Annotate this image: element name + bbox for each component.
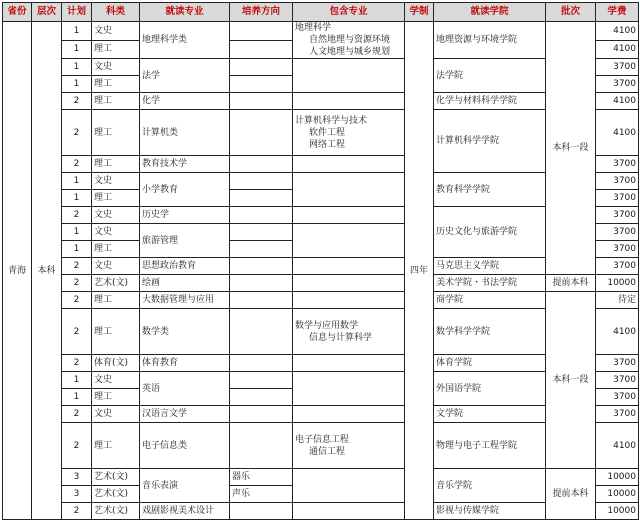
plan-cell: 2 [62, 275, 92, 292]
fee-cell: 10000 [596, 503, 639, 520]
college-cell: 影视与传媒学院 [434, 503, 546, 520]
province-cell: 青海 [3, 22, 32, 520]
plan-cell: 2 [62, 110, 92, 156]
fee-cell: 3700 [596, 76, 639, 93]
fee-cell: 3700 [596, 190, 639, 207]
plan-cell: 2 [62, 292, 92, 309]
type-cell: 理工 [92, 76, 140, 93]
college-cell: 商学院 [434, 292, 546, 309]
type-cell: 艺术(文) [92, 503, 140, 520]
table-row [3, 372, 639, 389]
college-cell: 地理资源与环境学院 [434, 22, 546, 59]
table-row [3, 406, 639, 423]
fee-cell: 10000 [596, 486, 639, 503]
direction-cell [230, 309, 293, 355]
included-majors-cell [293, 275, 405, 292]
table-row [3, 309, 639, 355]
direction-cell [230, 224, 293, 241]
direction-cell [230, 190, 293, 207]
header-college: 就读学院 [434, 3, 546, 22]
plan-cell: 2 [62, 207, 92, 224]
college-cell: 美术学院・书法学院 [434, 275, 546, 292]
major-cell: 电子信息类 [140, 423, 230, 469]
major-cell: 历史学 [140, 207, 230, 224]
direction-cell [230, 207, 293, 224]
type-cell: 理工 [92, 292, 140, 309]
fee-cell: 4100 [596, 110, 639, 156]
fee-cell: 4100 [596, 22, 639, 41]
plan-cell: 2 [62, 423, 92, 469]
type-cell: 理工 [92, 190, 140, 207]
major-cell: 法学 [140, 59, 230, 93]
major-cell: 教育技术学 [140, 156, 230, 173]
batch-cell: 本科一段 [546, 22, 596, 275]
plan-cell: 1 [62, 372, 92, 389]
college-cell: 历史文化与旅游学院 [434, 207, 546, 258]
college-cell: 数学科学学院 [434, 309, 546, 355]
table-row [3, 292, 639, 309]
fee-cell: 3700 [596, 258, 639, 275]
table-row [3, 503, 639, 520]
header-type: 科类 [92, 3, 140, 22]
type-cell: 理工 [92, 309, 140, 355]
fee-cell: 3700 [596, 156, 639, 173]
header-batch: 批次 [546, 3, 596, 22]
major-cell: 戏剧影视美术设计 [140, 503, 230, 520]
included-majors-cell [293, 156, 405, 173]
included-major: 电子信息工程 [295, 434, 350, 445]
header-fee: 学费 [596, 3, 639, 22]
type-cell: 理工 [92, 241, 140, 258]
major-cell: 思想政治教育 [140, 258, 230, 275]
type-cell: 文史 [92, 372, 140, 389]
direction-cell [230, 503, 293, 520]
plan-cell: 2 [62, 355, 92, 372]
table-row [3, 22, 639, 41]
included-majors-cell [293, 173, 405, 207]
enrollment-plan-table [2, 2, 639, 520]
type-cell: 艺术(文) [92, 275, 140, 292]
type-cell: 文史 [92, 258, 140, 275]
plan-cell: 1 [62, 389, 92, 406]
plan-cell: 1 [62, 173, 92, 190]
fee-cell: 3700 [596, 224, 639, 241]
duration-cell: 四年 [405, 22, 434, 520]
fee-cell: 4100 [596, 309, 639, 355]
fee-cell: 4100 [596, 93, 639, 110]
included-majors-cell [293, 423, 405, 469]
plan-cell: 1 [62, 76, 92, 93]
fee-cell: 3700 [596, 355, 639, 372]
table-row [3, 173, 639, 190]
college-cell: 计算机科学学院 [434, 110, 546, 173]
included-major: 网络工程 [309, 139, 346, 150]
direction-cell [230, 389, 293, 406]
college-cell: 法学院 [434, 59, 546, 93]
college-cell: 马克思主义学院 [434, 258, 546, 275]
included-majors-cell [293, 469, 405, 503]
fee-cell: 3700 [596, 389, 639, 406]
direction-cell [230, 22, 293, 41]
table-row [3, 469, 639, 486]
table-row [3, 207, 639, 224]
table-row [3, 110, 639, 156]
batch-cell: 提前本科 [546, 275, 596, 292]
plan-cell: 2 [62, 503, 92, 520]
plan-cell: 1 [62, 224, 92, 241]
major-cell: 英语 [140, 372, 230, 406]
direction-cell [230, 93, 293, 110]
included-majors-cell [293, 224, 405, 258]
included-major: 数学与应用数学 [295, 320, 359, 331]
included-majors-cell [293, 503, 405, 520]
direction-cell: 器乐 [230, 469, 293, 486]
header-included-majors: 包含专业 [293, 3, 405, 22]
direction-cell [230, 275, 293, 292]
included-major: 人文地理与城乡规划 [309, 47, 391, 57]
fee-cell: 3700 [596, 207, 639, 224]
plan-cell: 1 [62, 40, 92, 59]
included-major: 地理科学 [295, 23, 332, 33]
included-major: 计算机科学与技术 [295, 115, 368, 126]
fee-cell: 3700 [596, 406, 639, 423]
direction-cell [230, 423, 293, 469]
fee-cell: 3700 [596, 59, 639, 76]
direction-cell [230, 406, 293, 423]
fee-cell: 4100 [596, 423, 639, 469]
fee-cell: 10000 [596, 275, 639, 292]
direction-cell [230, 110, 293, 156]
type-cell: 文史 [92, 224, 140, 241]
table-row [3, 258, 639, 275]
plan-cell: 1 [62, 22, 92, 41]
major-cell: 地理科学类 [140, 22, 230, 59]
fee-cell: 3700 [596, 173, 639, 190]
table-row [3, 275, 639, 292]
table-row [3, 59, 639, 76]
included-majors-cell [293, 93, 405, 110]
plan-cell: 1 [62, 59, 92, 76]
plan-cell: 2 [62, 406, 92, 423]
header-major: 就读专业 [140, 3, 230, 22]
included-majors-cell [293, 355, 405, 372]
type-cell: 理工 [92, 110, 140, 156]
major-cell: 汉语言文学 [140, 406, 230, 423]
direction-cell [230, 40, 293, 59]
direction-cell [230, 258, 293, 275]
header-row [3, 3, 639, 22]
included-majors-cell [293, 207, 405, 224]
major-cell: 小学教育 [140, 173, 230, 207]
type-cell: 文史 [92, 173, 140, 190]
type-cell: 文史 [92, 59, 140, 76]
type-cell: 文史 [92, 207, 140, 224]
header-duration: 学制 [405, 3, 434, 22]
type-cell: 文史 [92, 22, 140, 41]
college-cell: 音乐学院 [434, 469, 546, 503]
fee-cell: 4100 [596, 40, 639, 59]
college-cell: 教育科学学院 [434, 173, 546, 207]
type-cell: 体育(文) [92, 355, 140, 372]
header-level: 层次 [32, 3, 62, 22]
plan-cell: 2 [62, 309, 92, 355]
fee-cell: 10000 [596, 469, 639, 486]
batch-cell: 提前本科 [546, 469, 596, 520]
direction-cell [230, 156, 293, 173]
type-cell: 理工 [92, 389, 140, 406]
header-province: 省份 [3, 3, 32, 22]
header-direction: 培养方向 [230, 3, 293, 22]
included-majors-cell [293, 309, 405, 355]
type-cell: 理工 [92, 40, 140, 59]
college-cell: 化学与材料科学学院 [434, 93, 546, 110]
major-cell: 体育教育 [140, 355, 230, 372]
included-majors-cell [293, 59, 405, 93]
direction-cell [230, 292, 293, 309]
included-major: 信息与计算科学 [309, 332, 373, 343]
major-cell: 化学 [140, 93, 230, 110]
fee-cell: 3700 [596, 241, 639, 258]
type-cell: 艺术(文) [92, 469, 140, 486]
included-majors-cell [293, 406, 405, 423]
plan-cell: 3 [62, 486, 92, 503]
major-cell: 计算机类 [140, 110, 230, 156]
included-major: 软件工程 [309, 127, 346, 138]
included-majors-cell [293, 258, 405, 275]
major-cell: 绘画 [140, 275, 230, 292]
direction-cell [230, 173, 293, 190]
major-cell: 大数据管理与应用 [140, 292, 230, 309]
college-cell: 文学院 [434, 406, 546, 423]
plan-cell: 2 [62, 258, 92, 275]
college-cell: 外国语学院 [434, 372, 546, 406]
type-cell: 艺术(文) [92, 486, 140, 503]
table-row [3, 423, 639, 469]
plan-cell: 1 [62, 241, 92, 258]
direction-cell [230, 241, 293, 258]
fee-cell: 3700 [596, 372, 639, 389]
direction-cell [230, 76, 293, 93]
type-cell: 理工 [92, 423, 140, 469]
type-cell: 理工 [92, 93, 140, 110]
plan-cell: 1 [62, 190, 92, 207]
fee-cell: 待定 [596, 292, 639, 309]
plan-cell: 2 [62, 156, 92, 173]
direction-cell [230, 59, 293, 76]
direction-cell: 声乐 [230, 486, 293, 503]
header-plan: 计划 [62, 3, 92, 22]
direction-cell [230, 372, 293, 389]
batch-cell: 本科一段 [546, 292, 596, 469]
major-cell: 音乐表演 [140, 469, 230, 503]
included-majors-cell [293, 292, 405, 309]
plan-cell: 2 [62, 93, 92, 110]
included-majors-cell [293, 110, 405, 156]
major-cell: 旅游管理 [140, 224, 230, 258]
included-majors-cell [293, 22, 405, 59]
level-cell: 本科 [32, 22, 62, 520]
included-major: 自然地理与资源环境 [309, 35, 391, 45]
plan-cell: 3 [62, 469, 92, 486]
direction-cell [230, 355, 293, 372]
college-cell: 体育学院 [434, 355, 546, 372]
major-cell: 数学类 [140, 309, 230, 355]
college-cell: 物理与电子工程学院 [434, 423, 546, 469]
type-cell: 文史 [92, 406, 140, 423]
type-cell: 理工 [92, 156, 140, 173]
table-row [3, 355, 639, 372]
included-major: 通信工程 [309, 446, 346, 457]
table-row [3, 93, 639, 110]
included-majors-cell [293, 372, 405, 406]
